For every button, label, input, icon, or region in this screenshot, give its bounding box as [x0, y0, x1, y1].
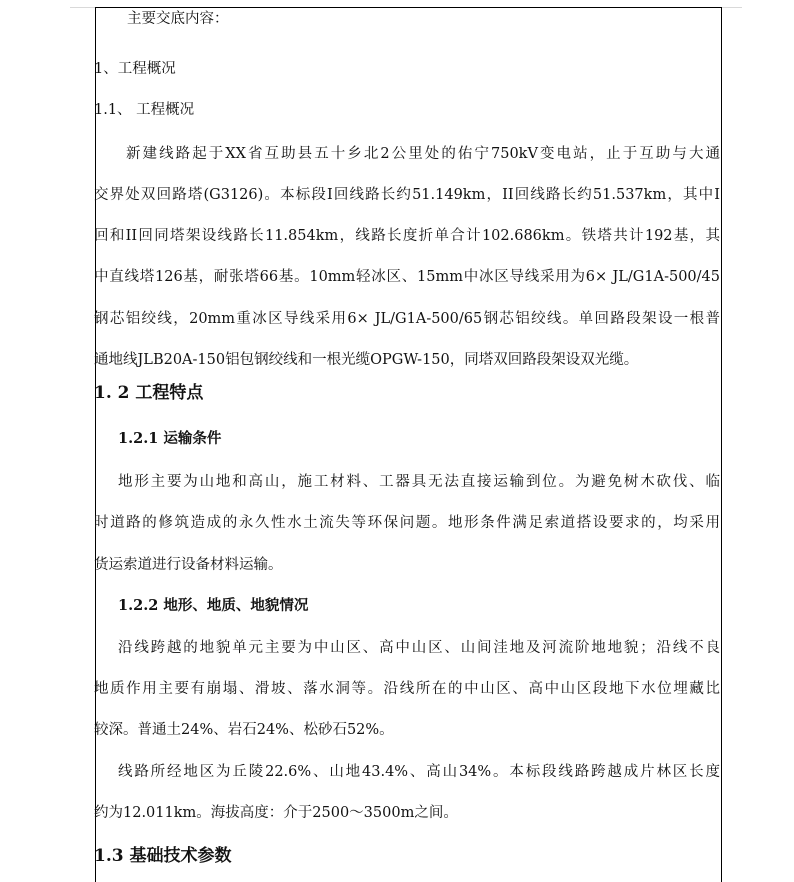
paragraph-line: 约为12.011km。海拔高度：介于2500～3500m之间。 — [94, 805, 458, 821]
section-1-1-title: 1.1、 工程概况 — [94, 102, 195, 118]
section-1-2-2-title: 1.2.2 地形、地质、地貌情况 — [118, 597, 309, 614]
paragraph-line: 交界处双回路塔(G3126)。本标段I回线路长约51.149km，II回线路长约51.537km，其中I — [94, 187, 720, 203]
section-1-3-title: 1.3 基础技术参数 — [94, 846, 232, 866]
paragraph-line: 沿线跨越的地貌单元主要为中山区、高中山区、山间洼地及河流阶地地貌；沿线不良 — [118, 640, 720, 656]
paragraph-line: 地形主要为山地和高山，施工材料、工器具无法直接运输到位。为避免树木砍伐、临 — [118, 474, 720, 490]
paragraph-line: 新建线路起于XX省互助县五十乡北2公里处的佑宁750kV变电站，止于互助与大通 — [126, 146, 720, 162]
section-1-2-title: 1. 2 工程特点 — [94, 383, 204, 403]
paragraph-line: 时道路的修筑造成的永久性水土流失等环保问题。地形条件满足索道搭设要求的，均采用 — [94, 515, 720, 531]
paragraph-line: 线路所经地区为丘陵22.6%、山地43.4%、高山34%。本标段线路跨越成片林区长度 — [118, 764, 720, 780]
paragraph-line: 通地线JLB20A-150铝包钢绞线和一根光缆OPGW-150，同塔双回路段架设双光缆。 — [94, 352, 639, 368]
paragraph-line: 中直线塔126基，耐张塔66基。10mm轻冰区、15mm中冰区导线采用为6× JL/G1A-500/45 — [94, 269, 720, 285]
paragraph-line: 货运索道进行设备材料运输。 — [94, 557, 283, 573]
section-1-2-1-title: 1.2.1 运输条件 — [118, 430, 222, 447]
paragraph-line: 钢芯铝绞线，20mm重冰区导线采用6× JL/G1A-500/65钢芯铝绞线。单回路段架设一根普 — [94, 311, 720, 327]
paragraph-line: 地质作用主要有崩塌、滑坡、落水洞等。沿线所在的中山区、高中山区段地下水位埋藏比 — [94, 681, 720, 697]
header-label: 主要交底内容： — [127, 11, 229, 27]
paragraph-line: 回和II回同塔架设线路长11.854km，线路长度折单合计102.686km。铁塔共计192基，其 — [94, 228, 720, 244]
section-1-title: 1、工程概况 — [94, 61, 176, 77]
paragraph-line: 较深。普通土24%、岩石24%、松砂石52%。 — [94, 722, 394, 738]
